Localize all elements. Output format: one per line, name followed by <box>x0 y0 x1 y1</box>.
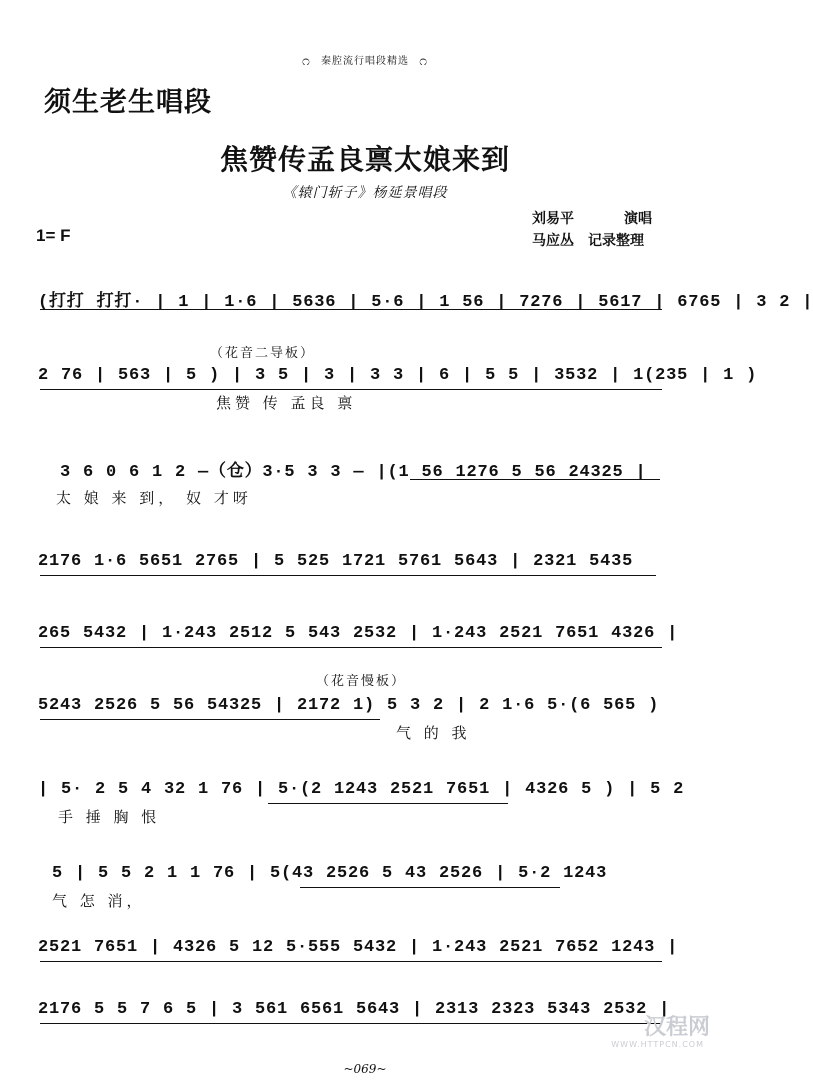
score-line-9: 2521 7651 | 4326 5 12 5·555 5432 | 1·243 2521 7652 1243 | <box>38 938 679 957</box>
score-line-2: 2 76 | 563 | 5 ) | 3 5 | 3 | 3 3 | 6 | 5 5 | 3532 | 1(235 | 1 ) <box>38 366 758 385</box>
score-line-8: 5 | 5 5 2 1 1 76 | 5(43 2526 5 43 2526 | 5·2 1243 <box>52 864 608 883</box>
score-line-4: 2176 1·6 5651 2765 | 5 525 1721 5761 5643 | 2321 5435 <box>38 552 634 571</box>
watermark-logo <box>644 1010 710 1041</box>
score-line-10: 2176 5 5 7 6 5 | 3 561 6561 5643 | 2313 2323 5343 2532 | <box>38 1000 671 1019</box>
beam-line <box>40 961 662 962</box>
watermark-text: 汉程网 <box>643 1015 710 1040</box>
score-line-1: (打打 打打· | 1 | 1·6 | 5636 | 5·6 | 1 56 | 7276 | 5617 | 6765 | 3 2 | <box>38 293 813 312</box>
beam-line <box>40 575 656 576</box>
beam-line <box>40 719 380 720</box>
score-lyrics-3: 太 娘 来 到， 奴 才呀 <box>56 489 252 507</box>
beam-line <box>40 647 662 648</box>
score-lyrics-8: 气 怎 消， <box>52 892 146 910</box>
score-lyrics-6: 气 的 我 <box>396 724 471 742</box>
score-line-7: | 5· 2 5 4 32 1 76 | 5·(2 1243 2521 7651 | 4326 5 ) | 5 2 <box>38 780 685 799</box>
beam-line <box>300 887 560 888</box>
watermark-url: WWW.HTTPCN.COM <box>611 1040 704 1049</box>
score-lyrics-2: 焦赞 传 孟良 禀 <box>216 394 357 412</box>
song-subtitle: 《辕门斩子》杨延景唱段 <box>282 185 448 201</box>
performer-name: 刘易平 <box>532 211 574 227</box>
transcriber-name: 马应丛 <box>532 233 574 249</box>
score-line-3: 3 6 0 6 1 2 —（仓）3·5 3 3 — |(1 56 1276 5 56 24325 | <box>60 463 647 482</box>
key-signature: 1= F <box>36 226 71 245</box>
score-annotation-6: （花音慢板） <box>316 674 407 689</box>
performer-role: 演唱 <box>624 211 652 227</box>
beam-line <box>410 479 660 480</box>
series-header <box>0 52 730 69</box>
transcriber-role: 记录整理 <box>588 233 644 249</box>
section-title: 须生老生唱段 <box>44 87 212 118</box>
score-annotation-2: （花音二导板） <box>210 346 316 361</box>
left-ornament-icon: ೧ <box>301 53 311 69</box>
beam-line <box>40 389 662 390</box>
right-ornament-icon: ೧ <box>419 53 429 69</box>
score-line-5: 265 5432 | 1·243 2512 5 543 2532 | 1·243 2521 7651 4326 | <box>38 624 679 643</box>
beam-line <box>40 1023 662 1024</box>
beam-line <box>40 309 662 310</box>
beam-line <box>268 803 508 804</box>
score-lyrics-7: 手 捶 胸 恨 <box>58 808 161 826</box>
series-title: 秦腔流行唱段精选 <box>321 56 409 67</box>
page-number: ~069~ <box>343 1062 387 1076</box>
song-title: 焦赞传孟良禀太娘来到 <box>219 143 510 176</box>
score-line-6: 5243 2526 5 56 54325 | 2172 1) 5 3 2 | 2 1·6 5·(6 565 ) <box>38 696 660 715</box>
